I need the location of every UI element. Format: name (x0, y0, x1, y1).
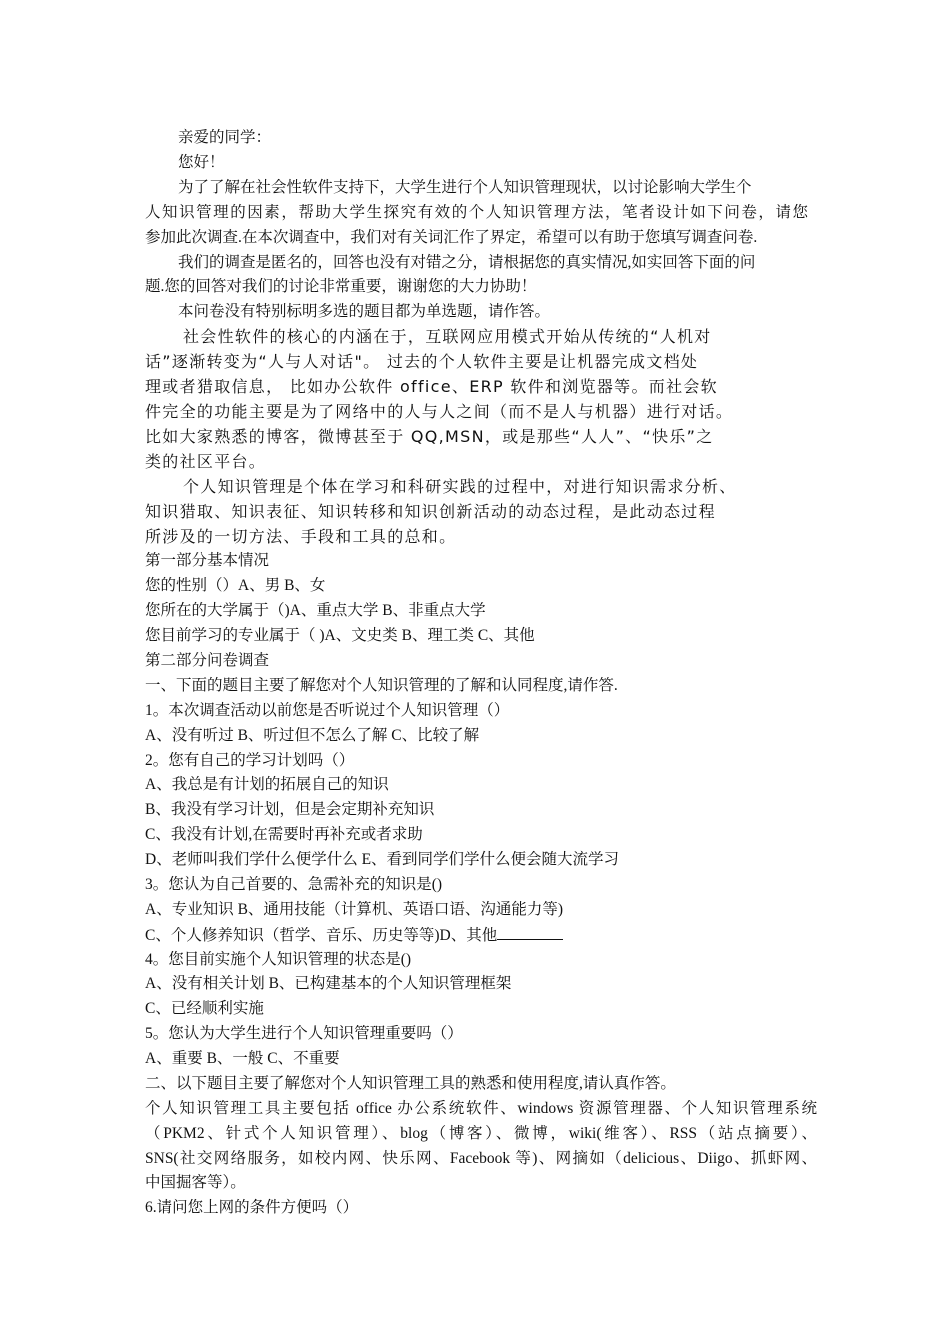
social-software-def-3: 理或者猎取信息， 比如办公软件 office、ERP 软件和浏览器等。而社会软 (145, 377, 718, 396)
question-1: 1。本次调查活动以前您是否听说过个人知识管理（） (145, 702, 510, 719)
question-2: 2。您有自己的学习计划吗（） (145, 752, 355, 769)
social-software-def-6: 类的社区平台。 (145, 452, 267, 471)
question-2-option-d: D、老师叫我们学什么便学什么 E、看到同学们学什么便会随大流学习 (145, 851, 620, 868)
question-3: 3。您认为自己首要的、急需补充的知识是() (145, 876, 443, 893)
greeting: 亲爱的同学： (178, 129, 272, 146)
question-6: 6.请问您上网的条件方便吗（） (145, 1199, 359, 1216)
tools-line-1: 个人知识管理工具主要包括 office 办公系统软件、windows 资源管理器、个人知识管理系统 (145, 1100, 817, 1117)
question-4-option-c: C、已经顺利实施 (145, 1000, 264, 1017)
question-4: 4。您目前实施个人知识管理的状态是() (145, 951, 412, 968)
social-software-def-4: 件完全的功能主要是为了网络中的人与人之间（而不是人与机器）进行对话。 (145, 402, 734, 421)
question-2-option-b: B、我没有学习计划，但是会定期补充知识 (145, 801, 435, 818)
social-software-def-2: 话”逐渐转变为“人与人对话"。 过去的个人软件主要是让机器完成文档处 (145, 352, 699, 371)
anon-line-2: 题.您的回答对我们的讨论非常重要，谢谢您的大力协助！ (145, 278, 537, 295)
hello: 您好！ (178, 154, 225, 171)
intro-line-3: 参加此次调查.在本次调查中，我们对有关词汇作了界定，希望可以有助于您填写调查问卷. (145, 229, 758, 246)
major-question: 您目前学习的专业属于（ )A、文史类 B、理工类 C、其他 (145, 627, 535, 644)
other-blank (497, 925, 563, 940)
question-1-options: A、没有听过 B、听过但不怎么了解 C、比较了解 (145, 727, 480, 744)
tools-line-3: SNS(社交网络服务，如校内网、快乐网、Facebook 等)、网摘如（delicious、Diigo、抓虾网、 (145, 1150, 817, 1167)
part1-title: 第一部分基本情况 (145, 552, 270, 569)
question-4-options-ab: A、没有相关计划 B、已构建基本的个人知识管理框架 (145, 975, 512, 992)
question-2-option-a: A、我总是有计划的拓展自己的知识 (145, 776, 389, 793)
question-3-options-cd-text: C、个人修养知识（哲学、音乐、历史等等)D、其他 (145, 927, 498, 944)
gender-question: 您的性别（）A、男 B、女 (145, 577, 326, 594)
question-5-options: A、重要 B、一般 C、不重要 (145, 1050, 340, 1067)
intro-line-1: 为了了解在社会性软件支持下，大学生进行个人知识管理现状，以讨论影响大学生个 (178, 179, 752, 196)
part2-title: 第二部分问卷调查 (145, 652, 270, 669)
tools-line-2: （PKM2、针式个人知识管理）、blog（博客）、微博，wiki(维客）、RSS（站点摘要）、 (145, 1125, 817, 1142)
single-choice-note: 本问卷没有特别标明多选的题目都为单选题，请作答。 (178, 303, 551, 320)
question-3-options-cd (145, 925, 563, 946)
question-2-option-c: C、我没有计划,在需要时再补充或者求助 (145, 826, 423, 843)
pkm-def-1: 个人知识管理是个体在学习和科研实践的过程中，对进行知识需求分析、 (183, 477, 737, 496)
section2-title: 二、以下题目主要了解您对个人知识管理工具的熟悉和使用程度,请认真作答。 (145, 1075, 676, 1092)
university-question: 您所在的大学属于（)A、重点大学 B、非重点大学 (145, 602, 486, 619)
social-software-def-1: 社会性软件的核心的内涵在于，互联网应用模式开始从传统的“人机对 (183, 327, 712, 346)
section1-title: 一、下面的题目主要了解您对个人知识管理的了解和认同程度,请作答. (145, 677, 618, 694)
tools-line-4: 中国掘客等）。 (145, 1174, 246, 1191)
anon-line-1: 我们的调查是匿名的，回答也没有对错之分，请根据您的真实情况,如实回答下面的问 (178, 254, 756, 271)
pkm-def-2: 知识猎取、知识表征、知识转移和知识创新活动的动态过程，是此动态过程 (145, 502, 716, 521)
social-software-def-5: 比如大家熟悉的博客，微博甚至于 QQ,MSN，或是那些“人人”、“快乐”之 (145, 427, 714, 446)
intro-line-2: 人知识管理的因素，帮助大学生探究有效的个人知识管理方法，笔者设计如下问卷，请您 (145, 204, 808, 221)
pkm-def-3: 所涉及的一切方法、手段和工具的总和。 (145, 527, 457, 546)
question-5: 5。您认为大学生进行个人知识管理重要吗（） (145, 1025, 463, 1042)
question-3-options-ab: A、专业知识 B、通用技能（计算机、英语口语、沟通能力等) (145, 901, 564, 918)
